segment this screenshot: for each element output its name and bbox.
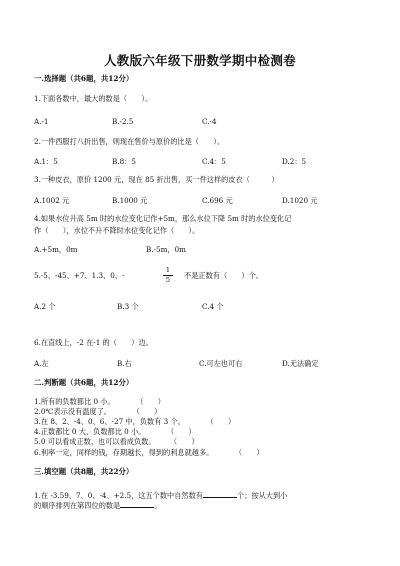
fraction-numerator: 1 [165, 266, 171, 274]
q5-option-b: B.3 个 [117, 302, 139, 311]
q1-option-c: C.-4 [202, 117, 217, 126]
q4-option-a: A.+5m，0m [34, 245, 78, 254]
q5-option-c: C.4 个 [202, 302, 224, 311]
judge-item-4: 4.正数都比 0 大，负数都比 0 小。 （ ） [34, 427, 196, 436]
question-4-line-1: 4.如果水位升高 5m 时的水位变化记作+5m，那么水位下降 5m 时的水位变化记 [34, 214, 292, 223]
question-2: 2.一件西服打八折出售，则现在售价与原价的比是（ ）。 [34, 137, 225, 146]
q1-option-a: A.-1 [34, 117, 49, 126]
fill-q1-text-d: 。 [154, 501, 162, 510]
q3-option-c: C.696 元 [202, 196, 233, 205]
fraction-one-fifth [162, 267, 174, 284]
q2-option-c: C.4：5 [202, 157, 226, 166]
fraction-denominator: 5 [165, 276, 171, 284]
fill-blank-1 [203, 489, 237, 498]
question-6: 6.在直线上，-2 在-1 的（ ）边。 [34, 338, 153, 347]
q5-option-a: A.2 个 [34, 302, 56, 311]
q2-option-a: A.1：5 [34, 157, 58, 166]
q2-option-b: B.8：5 [112, 157, 136, 166]
q3-option-d: D.1020 元 [282, 196, 318, 205]
q4-option-b: B.-5m，0m [146, 245, 186, 254]
question-4-line-2: 作（ ），水位不升不降时水位变化记作（ ）。 [34, 226, 200, 235]
q3-option-a: A.1002 元 [34, 196, 70, 205]
fill-q1-text-b: 个；按从大到小 [237, 491, 288, 500]
question-5-text: 5.-5、-45、+7、1.3、0、- [34, 271, 125, 280]
question-3: 3.一种皮衣，原价 1200 元，现在 85 折出售，买一件这样的皮衣（ ） [34, 175, 279, 184]
judge-item-5: 5.0 可以看成正数，也可以看成负数。 （ ） [34, 437, 199, 446]
section-heading-choice: 一.选择题（共6题，共12分） [34, 74, 134, 83]
fill-q1-text-a: 1.在 -3.59、7、0、-4、+2.5，这五个数中自然数有 [34, 491, 203, 500]
question-5-text-after: 不是正数有（ ）个。 [184, 271, 264, 280]
fill-question-1-line-2 [34, 499, 161, 510]
q2-option-d: D.2：5 [282, 157, 307, 166]
judge-item-2: 2.0℃表示没有温度了。 （ ） [34, 407, 162, 416]
fill-blank-2 [120, 499, 154, 508]
section-heading-judge: 二.判断题（共6题，共12分） [34, 378, 134, 387]
q6-option-b: B.右 [117, 359, 132, 368]
section-heading-fill: 三.填空题（共8题，共22分） [34, 467, 134, 476]
q1-option-b: B.-2.5 [112, 117, 134, 126]
page-title: 人教版六年级下册数学期中检测卷 [103, 53, 296, 68]
judge-item-1: 1.所有的负数都比 0 小。 （ ） [34, 397, 165, 406]
question-1: 1.下面各数中，最大的数是（ ）。 [34, 94, 153, 103]
fill-q1-text-c: 的顺序排列在第四位的数是 [34, 501, 121, 510]
q6-option-a: A.左 [34, 359, 49, 368]
q6-option-d: D.无法确定 [282, 359, 319, 368]
q6-option-c: C.可左也可右 [199, 359, 243, 368]
judge-item-3: 3.在 8、2、-4、0、6、-27 中，负数有 3 个。 （ ） [34, 417, 236, 426]
judge-item-6: 6.利率一定，同样的钱，存期越长，得到的利息就越多。 （ ） [34, 448, 264, 457]
q3-option-b: B.1000 元 [112, 196, 148, 205]
